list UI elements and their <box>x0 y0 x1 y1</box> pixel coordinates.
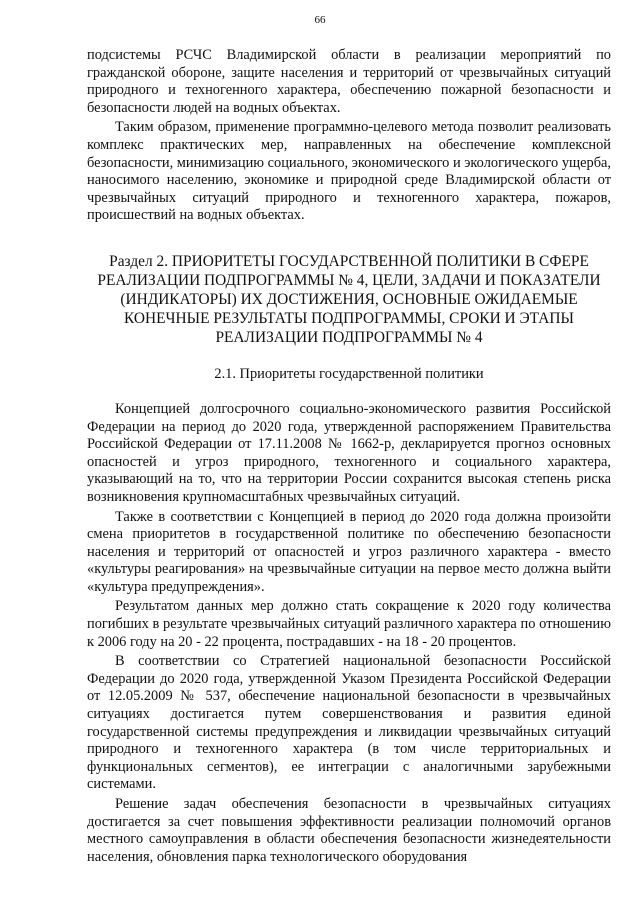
paragraph-conclusion: Таким образом, применение программно-целевого метода позволит реализовать комплекс практических мер, направленных на обеспечение комплексной безопасности, минимизацию социального, экономического и экологического ущерба, наносимого населению, экономике и природной среде Владимирской области от чрезвычайных ситуаций природного и техногенного характера, пожаров, происшествий на водных объектах. <box>87 119 611 224</box>
section-title: Раздел 2. ПРИОРИТЕТЫ ГОСУДАРСТВЕННОЙ ПОЛИТИКИ В СФЕРЕ РЕАЛИЗАЦИИ ПОДПРОГРАММЫ № 4, ЦЕЛИ, ЗАДАЧИ И ПОКАЗАТЕЛИ (ИНДИКАТОРЫ) ИХ ДОСТИЖЕНИЯ, ОСНОВНЫЕ ОЖИДАЕМЫЕ КОНЕЧНЫЕ РЕЗУЛЬТАТЫ ПОДПРОГРАММЫ, СРОКИ И ЭТАПЫ РЕАЛИЗАЦИИ ПОДПРОГРАММЫ № 4 <box>97 252 601 346</box>
subsection-title: 2.1. Приоритеты государственной политики <box>214 365 484 382</box>
paragraph-results: Результатом данных мер должно стать сокращение к 2020 году количества погибших в результате чрезвычайных ситуаций различного характера по отношению к 2006 году на 20 - 22 процента, пострадавших - на 18 - 20 процентов. <box>87 598 611 650</box>
paragraph-strategy: В соответствии со Стратегией национальной безопасности Российской Федерации до 2020 года, утвержденной Указом Президента Российской Федерации от 12.05.2009 № 537, обеспечение национальной безопасности в чрезвычайных ситуациях достигается путем совершенствования и развития единой государственной системы предупреждения и ликвидации чрезвычайных ситуаций природного и техногенного характера (в том числе территориальных и функциональных сегментов), ее интеграции с аналогичными зарубежными системами. <box>87 653 611 793</box>
paragraph-tasks: Решение задач обеспечения безопасности в чрезвычайных ситуациях достигается за счет повышения эффективности реализации полномочий органов местного самоуправления в области обеспечения безопасности жизнедеятельности населения, обновления парка технологического оборудования <box>87 796 611 865</box>
page-number: 66 <box>314 14 326 26</box>
paragraph-priorities: Также в соответствии с Концепцией в период до 2020 года должна произойти смена приоритетов в государственной политике по обеспечению безопасности населения и территорий от опасностей и угроз различного характера - вместо «культуры реагирования» на чрезвычайные ситуации на первое место должна выйти «культура предупреждения». <box>87 508 611 595</box>
paragraph-concept: Концепцией долгосрочного социально-экономического развития Российской Федерации на период до 2020 года, утвержденной распоряжением Правительства Российской Федерации от 17.11.2008 № 1662-р, декларируется прогноз основных опасностей и угроз природного, техногенного и социального характера, указывающий на то, что на территории России сохранится высокая степень риска возникновения крупномасштабных чрезвычайных ситуаций. <box>87 400 611 505</box>
page-content <box>87 47 611 866</box>
paragraph-continued: подсистемы РСЧС Владимирской области в реализации мероприятий по гражданской обороне, защите населения и территорий от чрезвычайных ситуаций природного и техногенного характера, обеспечению пожарной безопасности и безопасности людей на водных объектах. <box>87 47 611 116</box>
